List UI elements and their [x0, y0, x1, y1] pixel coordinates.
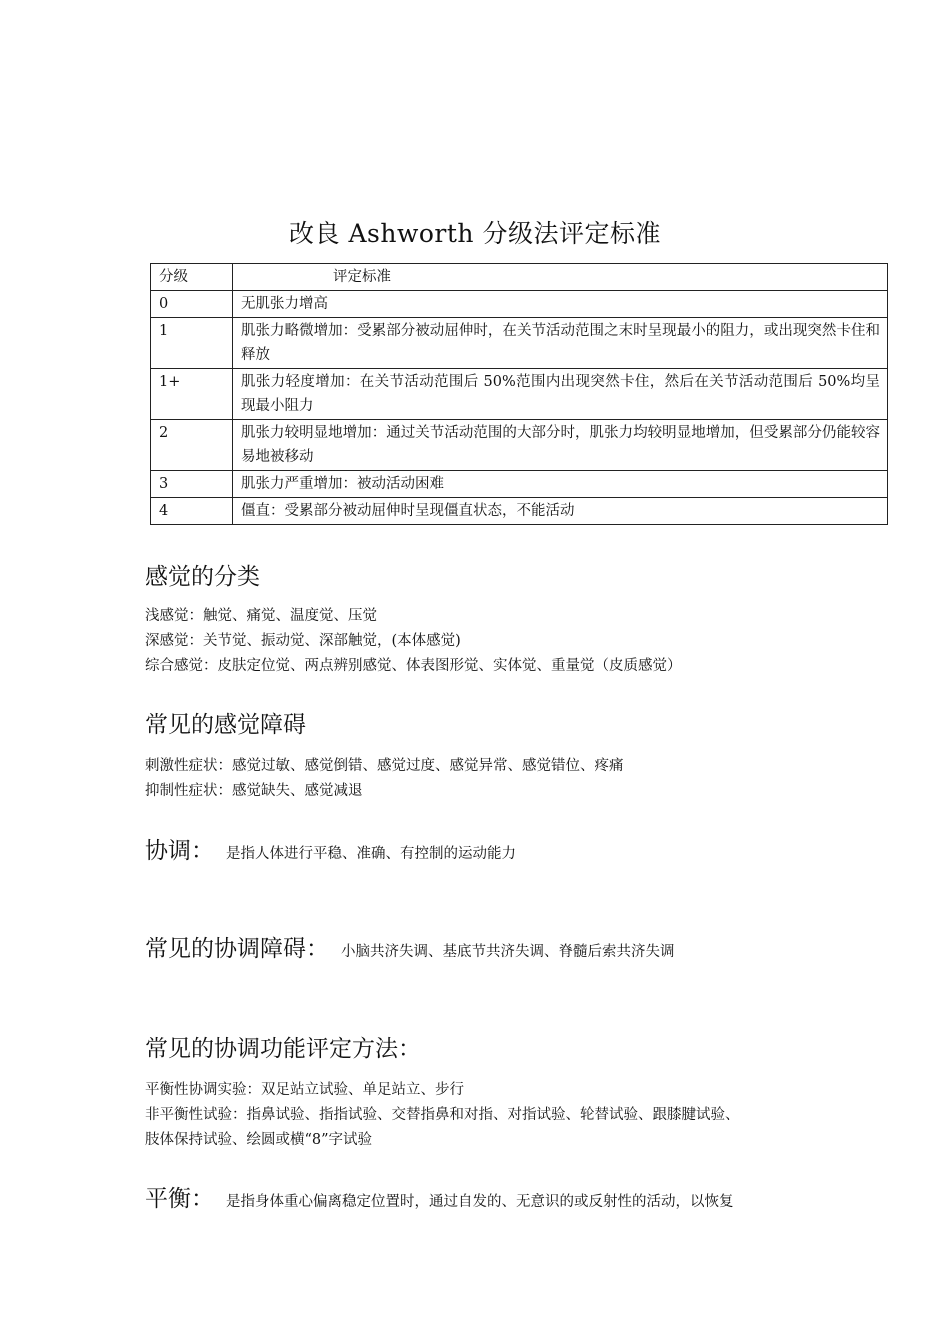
sensation-line: 综合感觉：皮肤定位觉、两点辨别感觉、体表图形觉、实体觉、重量觉（皮质感觉） — [145, 658, 682, 674]
coordination-heading: 协调： — [145, 838, 214, 864]
coordination-disorders-section — [145, 930, 675, 963]
balance-section — [145, 1180, 734, 1213]
coordination-test-line: 平衡性协调实验：双足站立试验、单足站立、步行 — [145, 1082, 464, 1098]
grade-cell: 2 — [151, 420, 233, 471]
sensation-heading: 感觉的分类 — [145, 564, 260, 590]
sensory-disorder-line: 抑制性症状：感觉缺失、感觉减退 — [145, 783, 363, 799]
criteria-cell: 僵直：受累部分被动屈伸时呈现僵直状态，不能活动 — [233, 498, 888, 525]
header-grade: 分级 — [151, 264, 233, 291]
criteria-cell: 肌张力轻度增加：在关节活动范围后 50%范围内出现突然卡住，然后在关节活动范围后 50%均呈现最小阻力 — [233, 369, 888, 420]
coordination-definition: 是指人体进行平稳、准确、有控制的运动能力 — [226, 846, 516, 862]
coordination-test-line: 非平衡性试验：指鼻试验、指指试验、交替指鼻和对指、对指试验、轮替试验、跟膝腱试验、 — [145, 1107, 740, 1123]
table-row — [151, 498, 888, 525]
coordination-test-line: 肢体保持试验、绘圆或横“8”字试验 — [145, 1132, 373, 1148]
table-row — [151, 420, 888, 471]
coordination-disorders-heading: 常见的协调障碍： — [145, 936, 329, 962]
page-title: 改良 Ashworth 分级法评定标准 — [289, 219, 661, 248]
balance-heading: 平衡： — [145, 1186, 214, 1212]
balance-definition: 是指身体重心偏离稳定位置时，通过自发的、无意识的或反射性的活动，以恢复 — [226, 1194, 734, 1210]
grade-cell: 1+ — [151, 369, 233, 420]
grade-cell: 3 — [151, 471, 233, 498]
sensation-line: 浅感觉：触觉、痛觉、温度觉、压觉 — [145, 608, 377, 624]
table-header-row — [151, 264, 888, 291]
criteria-cell: 肌张力严重增加：被动活动困难 — [233, 471, 888, 498]
sensory-disorders-heading: 常见的感觉障碍 — [145, 712, 306, 738]
table-row — [151, 369, 888, 420]
criteria-cell: 无肌张力增高 — [233, 291, 888, 318]
coordination-tests-heading: 常见的协调功能评定方法： — [145, 1036, 421, 1062]
sensation-line: 深感觉：关节觉、振动觉、深部触觉，(本体感觉) — [145, 633, 461, 649]
ashworth-table — [150, 263, 888, 525]
table-row — [151, 291, 888, 318]
grade-cell: 0 — [151, 291, 233, 318]
header-criteria: 评定标准 — [233, 264, 888, 291]
coordination-section — [145, 832, 516, 865]
grade-cell: 1 — [151, 318, 233, 369]
table-row — [151, 318, 888, 369]
table-row — [151, 471, 888, 498]
coordination-disorders-definition: 小脑共济失调、基底节共济失调、脊髓后索共济失调 — [341, 944, 675, 960]
criteria-cell: 肌张力较明显地增加：通过关节活动范围的大部分时，肌张力均较明显地增加，但受累部分仍能较容易地被移动 — [233, 420, 888, 471]
grade-cell: 4 — [151, 498, 233, 525]
criteria-cell: 肌张力略微增加：受累部分被动屈伸时，在关节活动范围之末时呈现最小的阻力，或出现突然卡住和释放 — [233, 318, 888, 369]
sensory-disorder-line: 刺激性症状：感觉过敏、感觉倒错、感觉过度、感觉异常、感觉错位、疼痛 — [145, 758, 624, 774]
